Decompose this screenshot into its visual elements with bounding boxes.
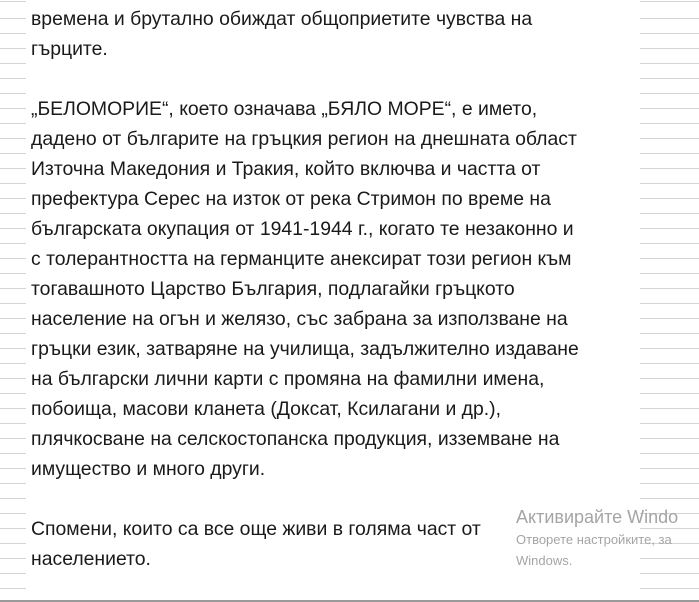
paragraph-line: гърците. [31,38,108,60]
left-margin-ruler [0,0,26,602]
paragraph-line: плячкосване на селскостопанска продукция, изземване на [31,428,560,450]
activation-line: Отворете настройките, за [516,532,672,547]
activation-line: Windows. [516,553,573,568]
paragraph-line: времена и брутално обиждат общоприетите чувства на [31,8,533,30]
paragraph-line: население на огън и желязо, със забрана за използване на [31,308,568,330]
paragraph-line: Източна Македония и Тракия, който включва и частта от [31,158,541,180]
paragraph-line: с толерантността на германците анексират този регион към [31,248,572,270]
paragraph-line: гръцки език, затваряне на училища, задължително издаване [31,338,579,360]
activation-title: Активирайте Windo [516,507,679,527]
paragraph-line: на български лични карти с промяна на фамилни имена, [31,368,545,390]
paragraph-line: дадено от българите на гръцкия регион на днешната област [31,128,577,150]
paragraph-line: българската окупация от 1941-1944 г., когато те незаконно и [31,218,574,240]
paragraph-line: префектура Серес на изток от река Стримон по време на [31,188,551,210]
paragraph-line: Спомени, които са все още живи в голяма част от [31,518,481,540]
windows-activation-watermark [516,505,699,571]
paragraph-line: тогавашното Царство България, подлагайки гръцкото [31,278,515,300]
paragraph-spacer [31,64,637,94]
paragraph-line: „БЕЛОМОРИЕ“, което означава „БЯЛО МОРЕ“, е името, [31,98,538,120]
paragraph-line: имущество и много други. [31,458,266,480]
document-body[interactable] [31,4,637,574]
paragraph-line: побоища, масови кланета (Доксат, Ксилагани и др.), [31,398,502,420]
paragraph-line: населението. [31,548,151,570]
